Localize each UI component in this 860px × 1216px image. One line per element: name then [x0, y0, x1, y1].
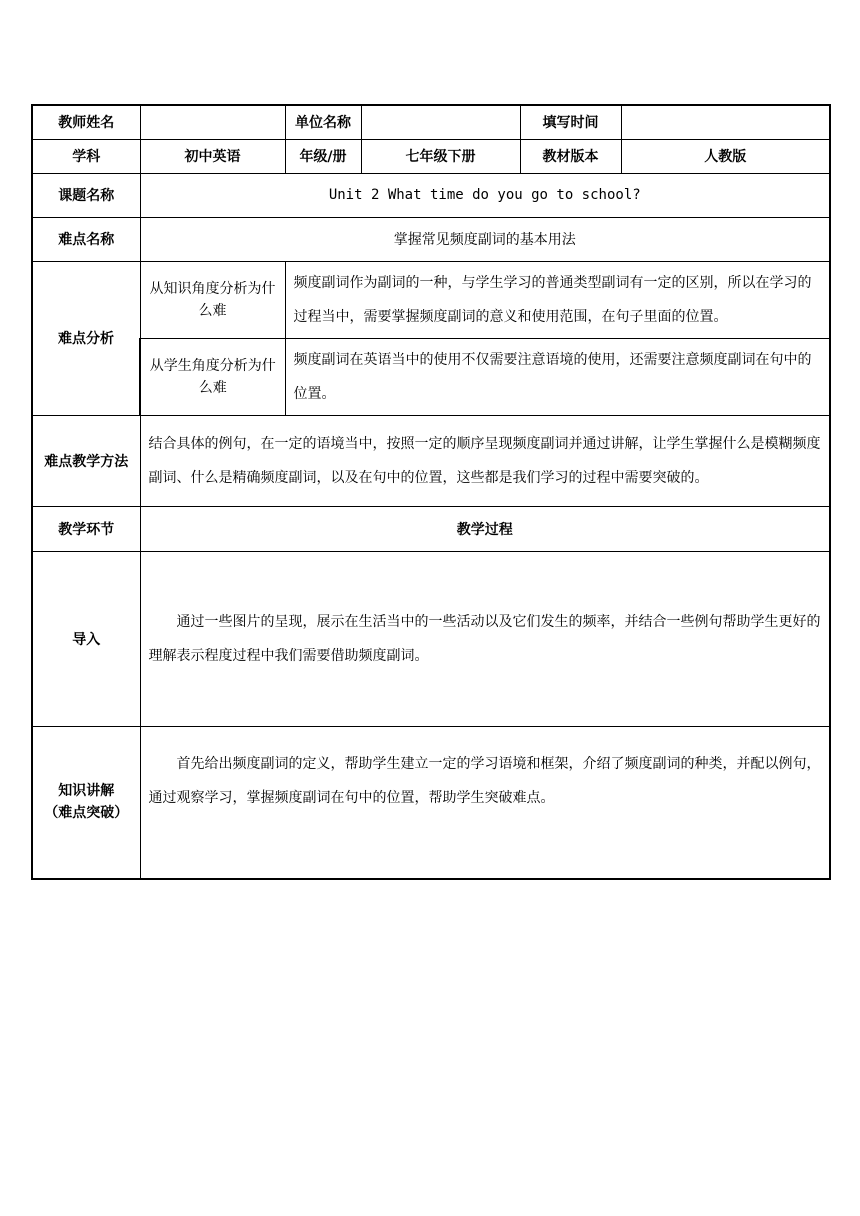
subject-label: 学科	[32, 139, 140, 173]
teacher-name-field[interactable]	[140, 105, 285, 139]
header-row-2	[32, 139, 830, 173]
knowledge-explain-label-line1: 知识讲解	[58, 783, 115, 800]
grade-value: 七年级下册	[361, 139, 520, 173]
method-label: 难点教学方法	[32, 415, 140, 506]
difficulty-label: 难点名称	[32, 217, 140, 261]
difficulty-value: 掌握常见频度副词的基本用法	[140, 217, 830, 261]
analysis-row-student	[32, 338, 830, 415]
fill-time-label: 填写时间	[520, 105, 621, 139]
process-header-row	[32, 506, 830, 551]
intro-label: 导入	[32, 551, 140, 726]
lesson-title-row	[32, 173, 830, 217]
teacher-name-label: 教师姓名	[32, 105, 140, 139]
lesson-title-label: 课题名称	[32, 173, 140, 217]
analysis-label: 难点分析	[32, 261, 140, 415]
knowledge-explain-label	[32, 726, 140, 879]
edition-value: 人教版	[621, 139, 830, 173]
grade-label: 年级/册	[285, 139, 361, 173]
student-angle-label: 从学生角度分析为什么难	[140, 338, 285, 415]
student-angle-text: 频度副词在英语当中的使用不仅需要注意语境的使用，还需要注意频度副词在句中的位置。	[285, 338, 830, 415]
knowledge-angle-label: 从知识角度分析为什么难	[140, 261, 285, 338]
subject-value: 初中英语	[140, 139, 285, 173]
lesson-plan-table	[31, 104, 831, 880]
edition-label: 教材版本	[520, 139, 621, 173]
header-row-1	[32, 105, 830, 139]
method-text: 结合具体的例句，在一定的语境当中，按照一定的顺序呈现频度副词并通过讲解，让学生掌握什么是模糊频度副词、什么是精确频度副词，以及在句中的位置，这些都是我们学习的过程中需要突破的。	[140, 415, 830, 506]
method-row	[32, 415, 830, 506]
stage-label: 教学环节	[32, 506, 140, 551]
process-label: 教学过程	[140, 506, 830, 551]
intro-text: 通过一些图片的呈现，展示在生活当中的一些活动以及它们发生的频率，并结合一些例句帮助学生更好的理解表示程度过程中我们需要借助频度副词。	[140, 551, 830, 726]
knowledge-row	[32, 726, 830, 879]
knowledge-explain-label-line2: （难点突破）	[44, 805, 129, 822]
knowledge-explain-text: 首先给出频度副词的定义，帮助学生建立一定的学习语境和框架，介绍了频度副词的种类，并配以例句，通过观察学习，掌握频度副词在句中的位置，帮助学生突破难点。	[140, 726, 830, 879]
fill-time-field[interactable]	[621, 105, 830, 139]
knowledge-angle-text: 频度副词作为副词的一种，与学生学习的普通类型副词有一定的区别，所以在学习的过程当中，需要掌握频度副词的意义和使用范围，在句子里面的位置。	[285, 261, 830, 338]
unit-name-field[interactable]	[361, 105, 520, 139]
difficulty-row	[32, 217, 830, 261]
unit-name-label: 单位名称	[285, 105, 361, 139]
lesson-title-value: Unit 2 What time do you go to school?	[140, 173, 830, 217]
intro-row	[32, 551, 830, 726]
analysis-row-knowledge	[32, 261, 830, 338]
